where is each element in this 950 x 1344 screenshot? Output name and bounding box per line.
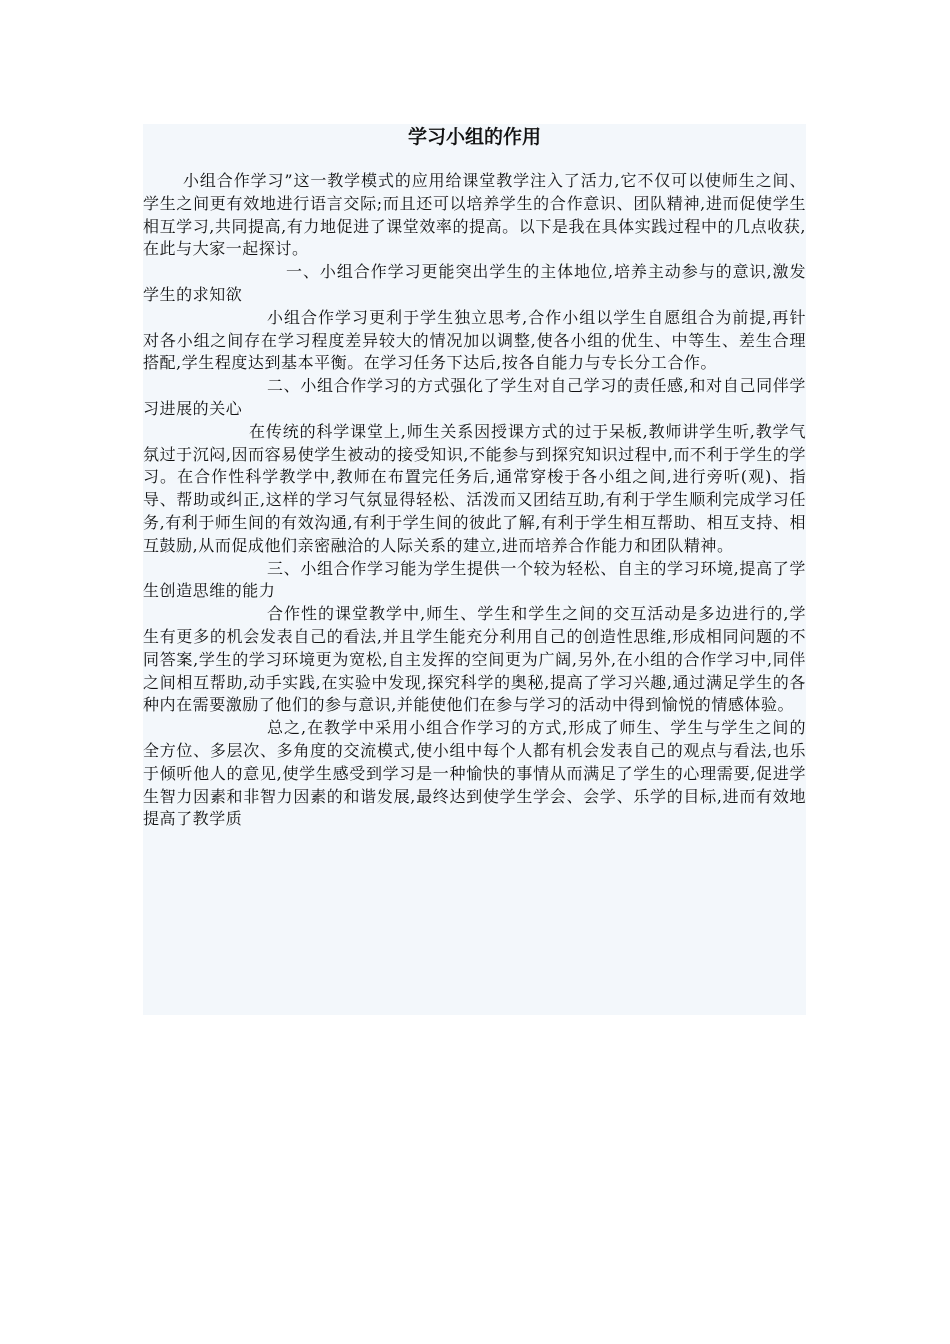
- section-paragraph-3: 合作性的课堂教学中,师生、学生和学生之间的交互活动是多边进行的,学生有更多的机会发表自己的看法,并且学生能充分利用自己的创造性思维,形成相同问题的不同答案,学生的学习环境更为宽松,自主发挥的空间更为广阔,另外,在小组的合作学习中,同伴之间相互帮助,动手实践,在实验中发现,探究科学的奥秘,提高了学习兴趣,通过满足学生的各种内在需要激励了他们的参与意识,并能使他们在参与学习的活动中得到愉悦的情感体验。: [143, 604, 806, 715]
- section-paragraph-2: 在传统的科学课堂上,师生关系因授课方式的过于呆板,教师讲学生听,教学气氛过于沉闷,因而容易使学生被动的接受知识,不能参与到探究知识过程中,而不利于学生的学习。在合作性科学教学中,教师在布置完任务后,通常穿梭于各小组之间,进行旁听(观)、指导、帮助或纠正,这样的学习气氛显得轻松、活泼而又团结互助,有利于学生顺利完成学习任务,有利于师生间的有效沟通,有利于学生间的彼此了解,有利于学生相互帮助、相互支持、相互鼓励,从而促成他们亲密融洽的人际关系的建立,进而培养合作能力和团队精神。: [143, 421, 806, 555]
- document-title: 学习小组的作用: [407, 126, 541, 148]
- section-heading-2: 二、小组合作学习的方式强化了学生对自己学习的责任感,和对自己同伴学习进展的关心: [143, 376, 806, 418]
- intro-paragraph: 小组合作学习”这一教学模式的应用给课堂教学注入了活力,它不仅可以使师生之间、学生之间更有效地进行语言交际;而且还可以培养学生的合作意识、团队精神,进而促使学生相互学习,共同提高,有力地促进了课堂效率的提高。以下是我在具体实践过程中的几点收获,在此与大家一起探讨。: [143, 171, 806, 259]
- document-block: [143, 124, 806, 1015]
- section-heading-3: 三、小组合作学习能为学生提供一个较为轻松、自主的学习环境,提高了学生创造思维的能力: [143, 558, 806, 601]
- document-body: [143, 170, 806, 831]
- section-paragraph-1: 小组合作学习更利于学生独立思考,合作小组以学生自愿组合为前提,再针对各小组之间存在学习程度差异较大的情况加以调整,使各小组的优生、中等生、差生合理搭配,学生程度达到基本平衡。在学习任务下达后,按各自能力与专长分工合作。: [143, 307, 806, 373]
- section-heading-1: 一、小组合作学习更能突出学生的主体地位,培养主动参与的意识,激发学生的求知欲: [143, 262, 806, 304]
- conclusion-paragraph: 总之,在教学中采用小组合作学习的方式,形成了师生、学生与学生之间的全方位、多层次、多角度的交流模式,使小组中每个人都有机会发表自己的观点与看法,也乐于倾听他人的意见,使学生感受到学习是一种愉快的事情从而满足了学生的心理需要,促进学生智力因素和非智力因素的和谐发展,最终达到使学生学会、会学、乐学的目标,进而有效地提高了教学质: [143, 718, 806, 829]
